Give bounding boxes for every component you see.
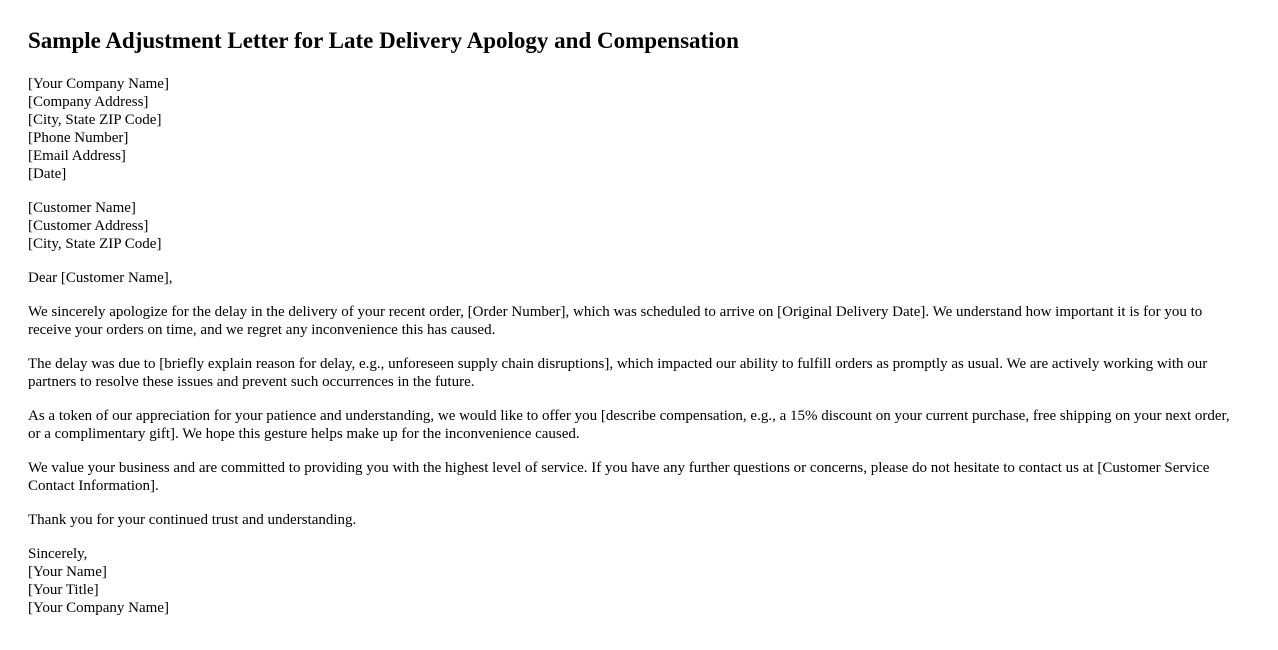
body-paragraph-thanks: Thank you for your continued trust and understanding. <box>28 512 357 528</box>
signer-title: [Your Title] <box>28 582 99 598</box>
closing-block <box>28 545 1250 617</box>
sender-city-state-zip: [City, State ZIP Code] <box>28 112 162 128</box>
sender-company-name: [Your Company Name] <box>28 76 169 92</box>
signer-company-name: [Your Company Name] <box>28 600 169 616</box>
body-paragraph-reason: The delay was due to [briefly explain reason for delay, e.g., unforeseen supply chain disruptions], which impacted our ability to fulfill orders as promptly as usual. We are actively working with our partners to resolve these issues and prevent such occurrences in the future. <box>28 356 1208 390</box>
sender-address-block <box>28 75 1250 183</box>
recipient-name: [Customer Name] <box>28 200 136 216</box>
signer-name: [Your Name] <box>28 564 107 580</box>
page-title: Sample Adjustment Letter for Late Delivery Apology and Compensation <box>28 28 739 53</box>
closing-phrase: Sincerely, <box>28 546 88 562</box>
recipient-address-block <box>28 199 1250 253</box>
salutation: Dear [Customer Name], <box>28 270 173 286</box>
recipient-city-state-zip: [City, State ZIP Code] <box>28 236 162 252</box>
sender-company-address: [Company Address] <box>28 94 149 110</box>
recipient-address: [Customer Address] <box>28 218 149 234</box>
sender-phone-number: [Phone Number] <box>28 130 129 146</box>
sender-email-address: [Email Address] <box>28 148 126 164</box>
body-paragraph-apology: We sincerely apologize for the delay in the delivery of your recent order, [Order Number], which was scheduled to arrive on [Original Delivery Date]. We understand how important it is for you to receive your orders on time, and we regret any inconvenience this has caused. <box>28 304 1203 338</box>
body-paragraph-compensation: As a token of our appreciation for your patience and understanding, we would like to offer you [describe compensation, e.g., a 15% discount on your current purchase, free shipping on your next order, or a complimentary gift]. We hope this gesture helps make up for the inconvenience caused. <box>28 408 1230 442</box>
body-paragraph-service: We value your business and are committed to providing you with the highest level of service. If you have any further questions or concerns, please do not hesitate to contact us at [Customer Service Contact Information]. <box>28 460 1210 494</box>
letter-date: [Date] <box>28 166 67 182</box>
